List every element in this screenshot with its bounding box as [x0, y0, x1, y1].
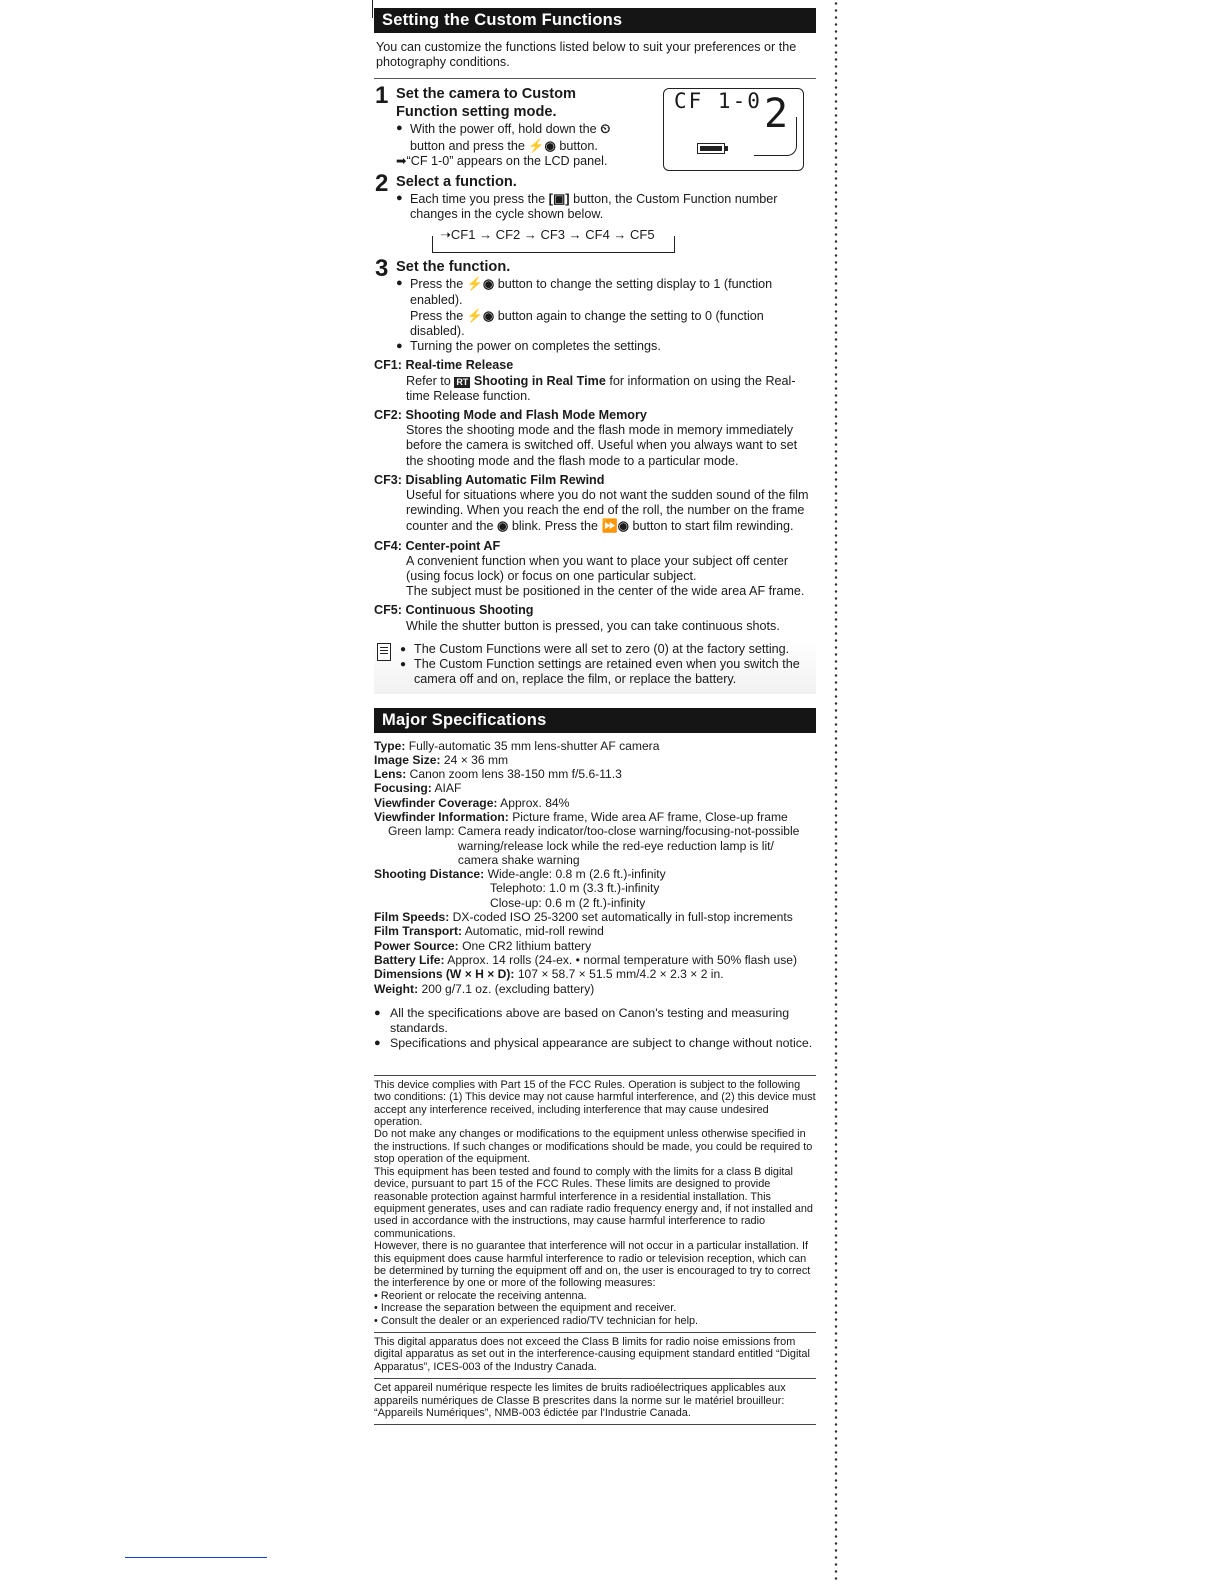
spec-note-item: ● All the specifications above are based on Canon's testing and measuring standards.: [374, 1006, 816, 1036]
spec-power-source: Power Source: One CR2 lithium battery: [374, 938, 592, 953]
spec-viewfinder-info: Viewfinder Information: Picture frame, Wide area AF frame, Close-up frame: [374, 809, 788, 824]
spec-weight: Weight: 200 g/7.1 oz. (excluding battery): [374, 981, 595, 996]
lcd-counter-number: 2: [764, 91, 789, 137]
rewind-icon: ⏩◉: [601, 518, 630, 534]
spec-type: Type: Fully-automatic 35 mm lens-shutter AF camera: [374, 738, 660, 753]
lcd-cf-readout: CF 1-0: [674, 89, 762, 113]
step-number: 3: [375, 255, 389, 283]
cf-heading: CF1: Real-time Release: [374, 358, 514, 373]
flash-redeye-icon: ⚡◉: [466, 276, 495, 292]
step-instruction-continued: Press the ⚡◉ button again to change the setting to 0 (function disabled).: [410, 307, 764, 339]
step-instruction: ● Turning the power on completes the settings.: [396, 339, 816, 354]
spec-distance-tele: Telephoto: 1.0 m (3.3 ft.)-infinity: [490, 881, 660, 896]
step-2: [374, 170, 816, 252]
cf-description: Stores the shooting mode and the flash mode in memory immediately before the camera is switched off. Useful when you always want to set the shooting mode and the flash mode to a particular mode.: [406, 423, 798, 468]
step-number: 1: [375, 82, 389, 110]
divider: [374, 1378, 816, 1379]
page-edge-line: [372, 0, 373, 18]
step-title: Set the camera to Custom Function setting mode.: [396, 86, 577, 121]
spec-image-size: Image Size: 24 × 36 mm: [374, 752, 509, 767]
intro-text: You can customize the functions listed below to suit your preferences or the photography conditions.: [376, 40, 797, 70]
spec-battery-life: Battery Life: Approx. 14 rolls (24-ex. • normal temperature with 50% flash use): [374, 952, 797, 967]
spec-viewfinder-coverage: Viewfinder Coverage: Approx. 84%: [374, 795, 570, 810]
cf2-block: [374, 408, 816, 469]
step-result: ➡“CF 1-0” appears on the LCD panel.: [396, 153, 608, 168]
real-time-icon: RT: [456, 376, 469, 387]
fcc-paragraph: This equipment has been tested and found to comply with the limits for a class B digital device, pursuant to part 15 of the FCC Rules. These limits are designed to provide reasonable protection against harmful interference in a residential installation. This equipment generates, uses and can radiate radio frequency energy and, if not installed and used in accordance with the instructions, may cause harmful interference to radio communications.: [374, 1165, 813, 1240]
cycle-sequence: ➝CF1 → CF2 → CF3 → CF4 → CF5: [440, 227, 655, 243]
self-timer-icon: ⏲: [600, 121, 611, 137]
step-title: Select a function.: [396, 174, 517, 191]
spec-distance-close: Close-up: 0.6 m (2 ft.)-infinity: [490, 895, 646, 910]
footnote-rule: [125, 1557, 267, 1558]
fcc-measure: • Increase the separation between the equipment and receiver.: [374, 1302, 677, 1315]
cf-heading: CF3: Disabling Automatic Film Rewind: [374, 472, 605, 487]
spec-note-item: ● Specifications and physical appearance are subject to change without notice.: [374, 1036, 816, 1051]
divider: [374, 78, 816, 79]
note-box: [374, 640, 816, 694]
fcc-statement: [374, 1075, 816, 1426]
flash-redeye-icon: ⚡◉: [528, 137, 556, 153]
note-icon: [377, 643, 391, 661]
drive-mode-icon: [▣]: [548, 191, 570, 207]
cf-cycle-diagram: [432, 228, 675, 252]
flash-redeye-icon: ⚡◉: [466, 307, 495, 323]
film-icon: ◉: [497, 518, 509, 534]
spec-shooting-distance: Shooting Distance: Wide-angle: 0.8 m (2.6 ft.)-infinity: [374, 867, 666, 882]
step-instruction: ● With the power off, hold down the ⏲ button and press the ⚡◉ button.: [396, 121, 640, 153]
spec-notes: [374, 1006, 816, 1051]
cf5-block: [374, 603, 816, 633]
section-title-specifications: Major Specifications: [374, 708, 816, 733]
step-instruction: ● Press the ⚡◉ button to change the setting display to 1 (function enabled). Press the ⚡◉ button again to change the setting to 0 (function disabled).: [396, 276, 816, 339]
manual-column: [374, 8, 816, 1425]
step-number: 2: [375, 170, 389, 198]
step-title: Set the function.: [396, 259, 511, 276]
step-3: [374, 255, 816, 354]
cf-description: Refer to RT Shooting in Real Time for information on using the Real-time Release function.: [406, 373, 796, 403]
step-instruction: ● Each time you press the [▣] button, the Custom Function number changes in the cycle shown below.: [396, 191, 816, 222]
spec-focusing: Focusing: AIAF: [374, 781, 462, 796]
spec-film-speeds: Film Speeds: DX-coded ISO 25-3200 set automatically in full-stop increments: [374, 910, 793, 925]
cf-heading: CF5: Continuous Shooting: [374, 603, 534, 618]
spec-lens: Lens: Canon zoom lens 38-150 mm f/5.6-11.3: [374, 767, 622, 782]
cf-description: Useful for situations where you do not want the sudden sound of the film rewinding. When you reach the end of the roll, the number on the frame counter and the ◉ blink. Press the ⏩◉ button to start film rewinding.: [406, 488, 809, 534]
spec-film-transport: Film Transport: Automatic, mid-roll rewind: [374, 924, 604, 939]
canada-statement-fr: Cet appareil numérique respecte les limites de bruits radioélectriques applicables aux appareils numériques de Classe B prescrites dans la norme sur le matériel brouilleur: “Appareils Numériques”, NMB-003 édictée par l'Industrie Canada.: [374, 1382, 786, 1419]
section-title-custom-functions: Setting the Custom Functions: [374, 8, 816, 33]
fcc-paragraph: However, there is no guarantee that interference will not occur in a particular installation. If this equipment does cause harmful interference to radio or television reception, which can be determined by turning the equipment off and on, the user is encouraged to try to correct the interference by one or more of the following measures:: [374, 1240, 811, 1290]
cf4-block: [374, 539, 816, 600]
divider: [374, 1332, 816, 1333]
cf-description: The subject must be positioned in the center of the wide area AF frame.: [406, 584, 805, 599]
cf-description: While the shutter button is pressed, you can take continuous shots.: [406, 618, 780, 633]
fcc-measure: • Reorient or relocate the receiving antenna.: [374, 1289, 587, 1302]
note-item: ● The Custom Function settings are retained even when you switch the camera off and on, replace the film, or replace the battery.: [400, 657, 816, 687]
step-1: [374, 82, 816, 169]
fcc-paragraph: This device complies with Part 15 of the FCC Rules. Operation is subject to the following two conditions: (1) This device may not cause harmful interference, and (2) this device must accept any interference received, including interference that may cause undesired operation.: [374, 1078, 816, 1129]
spec-green-lamp: Green lamp: Camera ready indicator/too-close warning/focusing-not-possible warning/release lock while the red-eye reduction lamp is lit/ camera shake warning: [388, 824, 800, 867]
fcc-paragraph: Do not make any changes or modifications to the equipment unless otherwise specified in the instructions. If such changes or modifications should be made, you could be required to stop operation of the equipment.: [374, 1128, 813, 1166]
perforation-dots: [834, 0, 838, 1584]
divider: [374, 1424, 816, 1425]
cf-heading: CF4: Center-point AF: [374, 538, 501, 553]
specifications-list: [374, 739, 816, 996]
fcc-measure: • Consult the dealer or an experienced radio/TV technician for help.: [374, 1314, 699, 1327]
note-item: ● The Custom Functions were all set to zero (0) at the factory setting.: [400, 642, 816, 657]
cf3-block: [374, 473, 816, 535]
cf-heading: CF2: Shooting Mode and Flash Mode Memory: [374, 408, 647, 423]
spec-dimensions: Dimensions (W × H × D): 107 × 58.7 × 51.5 mm/4.2 × 2.3 × 2 in.: [374, 967, 724, 982]
cf1-block: [374, 358, 816, 404]
canada-statement-en: This digital apparatus does not exceed the Class B limits for radio noise emissions from digital apparatus as set out in the interference-causing equipment standard entitled “Digital Apparatus”, ICES-003 of the Industry Canada.: [374, 1335, 810, 1373]
cf-description: A convenient function when you want to place your subject off center (using focus lock) or focus on one particular subject.: [406, 553, 789, 584]
